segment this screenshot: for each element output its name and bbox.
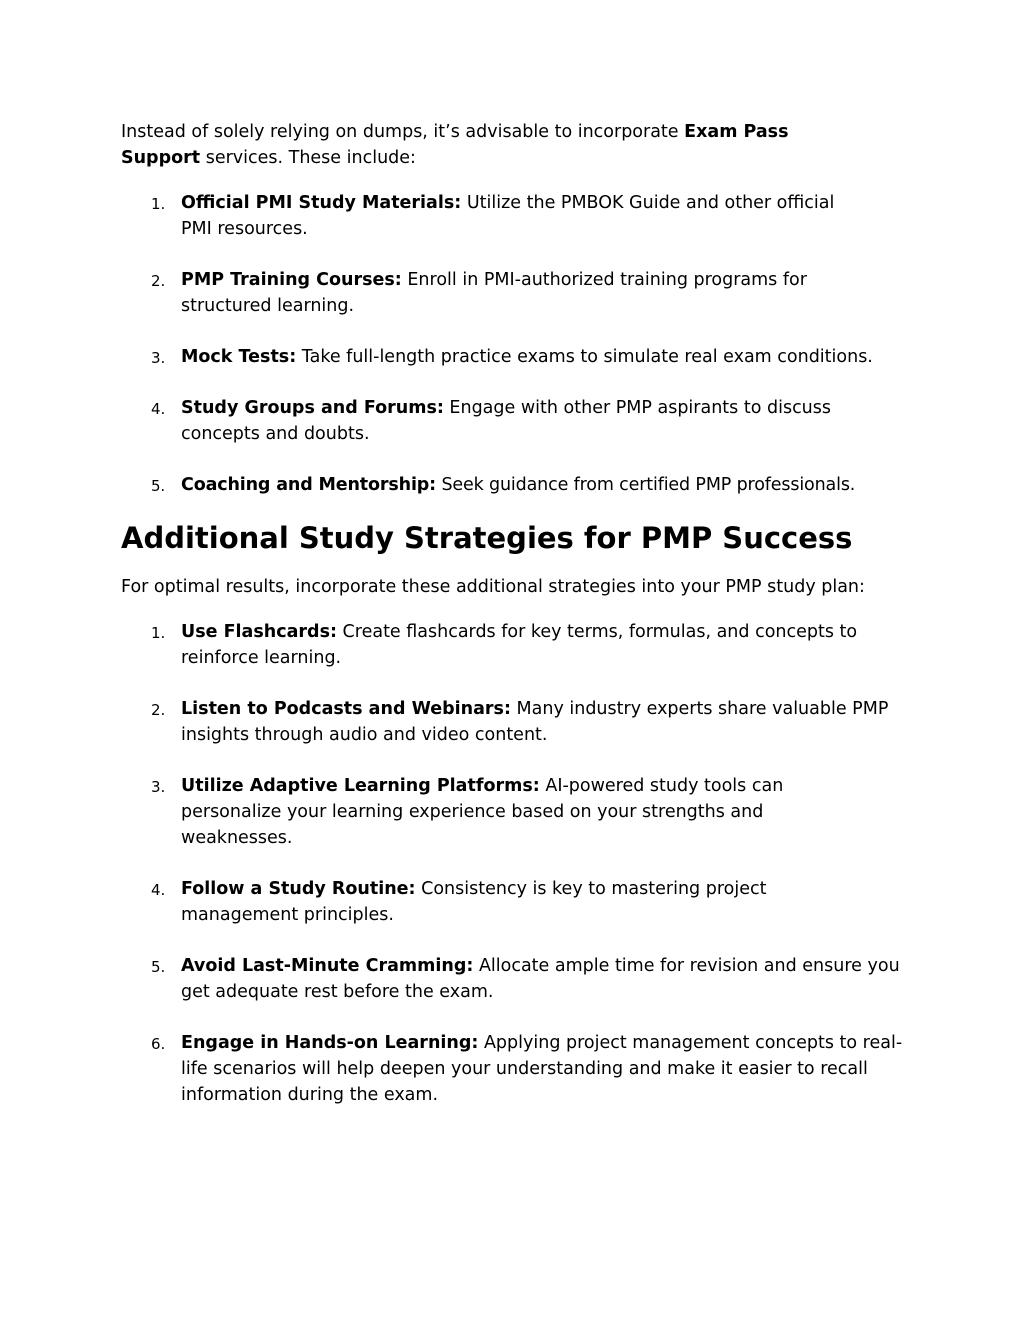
list-item-text: Take full-length practice exams to simulate real exam conditions. (296, 347, 873, 367)
list-item-title: Study Groups and Forums: (181, 398, 444, 418)
list-item-text: Consistency is key to mastering project management principles. (181, 879, 767, 925)
list-item-text: Enroll in PMI-authorized training programs for structured learning. (181, 270, 807, 316)
list-item-title: PMP Training Courses: (181, 270, 402, 290)
list-number: 2. (151, 701, 166, 719)
section-heading: Additional Study Strategies for PMP Success (121, 521, 853, 555)
list-number: 4. (151, 881, 166, 899)
list-item (121, 395, 881, 447)
list-item-title: Official PMI Study Materials: (181, 193, 462, 213)
list-item (121, 773, 861, 851)
intro-text-after: services. These include: (200, 148, 416, 168)
list-number: 1. (151, 195, 166, 213)
intro-paragraph (121, 119, 841, 171)
list-item-title: Follow a Study Routine: (181, 879, 416, 899)
list-number: 5. (151, 958, 166, 976)
list-item-title: Use Flashcards: (181, 622, 337, 642)
list-number: 1. (151, 624, 166, 642)
strategy-list (121, 619, 911, 1108)
list-number: 5. (151, 477, 166, 495)
list-item (121, 953, 911, 1005)
list-item-title: Engage in Hands-on Learning: (181, 1033, 479, 1053)
list-number: 3. (151, 778, 166, 796)
list-item-text: Seek guidance from certified PMP professionals. (436, 475, 856, 495)
list-number: 4. (151, 400, 166, 418)
list-number: 2. (151, 272, 166, 290)
list-item-text: Utilize the PMBOK Guide and other official PMI resources. (181, 193, 835, 239)
support-list (121, 190, 911, 498)
document-page (121, 119, 911, 1108)
list-item (121, 619, 911, 671)
list-item (121, 344, 881, 370)
intro-bold-phrase: Exam Pass Support (121, 122, 789, 168)
list-item-title: Listen to Podcasts and Webinars: (181, 699, 511, 719)
list-number: 6. (151, 1035, 166, 1053)
list-number: 3. (151, 349, 166, 367)
list-item (121, 267, 861, 319)
list-item-text: AI-powered study tools can personalize your learning experience based on your strengths and weaknesses. (181, 776, 784, 848)
list-item-text: Create flashcards for key terms, formulas, and concepts to reinforce learning. (181, 622, 858, 668)
list-item (121, 1030, 911, 1108)
list-item (121, 876, 861, 928)
list-item-text: Many industry experts share valuable PMP insights through audio and video content. (181, 699, 889, 745)
list-item (121, 472, 971, 498)
list-item-title: Utilize Adaptive Learning Platforms: (181, 776, 540, 796)
list-item-text: Applying project management concepts to real-life scenarios will help deepen your understanding and make it easier to recall information during the exam. (181, 1033, 903, 1105)
list-item-text: Allocate ample time for revision and ensure you get adequate rest before the exam. (181, 956, 900, 1002)
list-item-title: Coaching and Mentorship: (181, 475, 437, 495)
list-item (121, 696, 911, 748)
list-item-title: Mock Tests: (181, 347, 297, 367)
list-item (121, 190, 841, 242)
list-item-text: Engage with other PMP aspirants to discuss concepts and doubts. (181, 398, 832, 444)
section-intro-paragraph: For optimal results, incorporate these additional strategies into your PMP study plan: (121, 577, 865, 597)
intro-text-before: Instead of solely relying on dumps, it’s advisable to incorporate (121, 122, 685, 142)
list-item-title: Avoid Last-Minute Cramming: (181, 956, 474, 976)
